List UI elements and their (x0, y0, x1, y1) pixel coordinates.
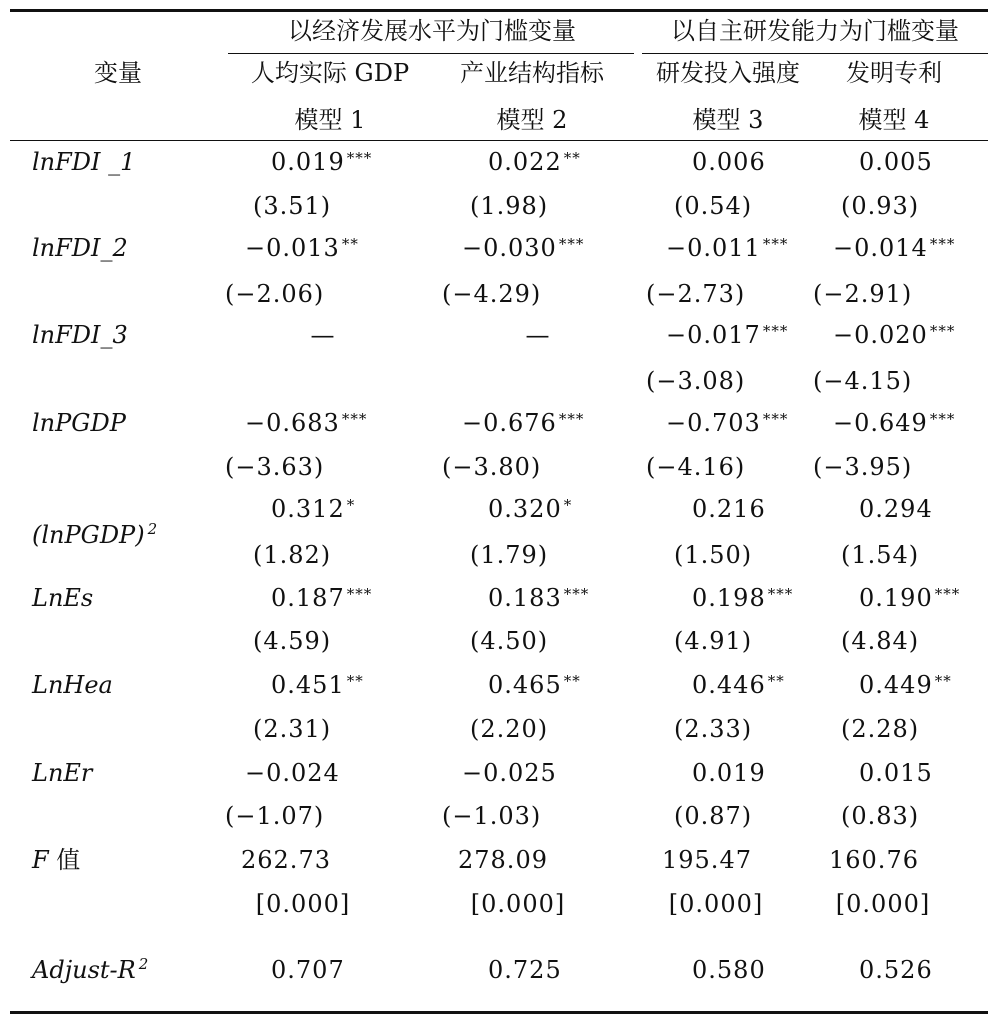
coefficient-cell (311, 320, 336, 350)
coefficient-cell (692, 147, 766, 177)
coefficient-value: −0.011 (666, 234, 761, 262)
significance-stars: *** (929, 235, 956, 253)
row-label-text: lnFDI_3 (32, 321, 128, 349)
t-stat-cell: (1.54) (841, 541, 920, 569)
t-stat-cell: (0.87) (674, 802, 753, 830)
coefficient-value: 0.015 (859, 759, 933, 787)
significance-stars: *** (558, 235, 585, 253)
row-label-text: (lnPGDP) (32, 521, 145, 549)
coefficient-cell (245, 758, 340, 788)
p-value-cell: [0.000] (835, 890, 931, 918)
t-stat-cell: (−3.95) (813, 453, 913, 481)
coefficient-value: 0.006 (692, 148, 766, 176)
t-stat-cell: (2.20) (470, 715, 549, 743)
coefficient-value: −0.014 (833, 234, 928, 262)
row-label (32, 233, 128, 263)
model-header: 模型 3 (692, 106, 764, 134)
coefficient-value: 0.022 (488, 148, 562, 176)
coefficient-cell (488, 670, 581, 700)
coefficient-value: 0.320 (488, 495, 562, 523)
coefficient-value: 0.465 (488, 671, 562, 699)
coefficient-cell (488, 494, 572, 524)
coefficient-cell (462, 233, 584, 263)
significance-stars: *** (558, 410, 585, 428)
top-rule (10, 9, 988, 12)
row-label-text: lnFDI_2 (32, 234, 128, 262)
coefficient-cell (271, 147, 372, 177)
significance-stars: *** (346, 585, 373, 603)
row-label (32, 845, 80, 875)
coefficient-value: 0.190 (859, 584, 933, 612)
adj-r2-cell: 0.580 (692, 956, 766, 984)
f-value-cell: 262.73 (241, 846, 331, 874)
threshold-header: 研发投入强度 (656, 59, 800, 87)
coefficient-cell (488, 583, 589, 613)
coefficient-value: −0.703 (666, 409, 761, 437)
significance-stars: ** (934, 672, 952, 690)
t-stat-cell: (3.51) (253, 192, 332, 220)
significance-stars: ** (563, 149, 581, 167)
threshold-header: 人均实际 GDP (250, 59, 410, 87)
t-stat-cell: (4.84) (841, 627, 920, 655)
coefficient-value: 0.005 (859, 148, 933, 176)
row-label (32, 758, 92, 788)
significance-stars: *** (929, 410, 956, 428)
exponent: 2 (147, 520, 158, 538)
coefficient-value: 0.312 (271, 495, 345, 523)
adj-r2-cell: 0.707 (271, 956, 345, 984)
coefficient-cell (666, 320, 788, 350)
significance-stars: *** (563, 585, 590, 603)
significance-stars: *** (341, 410, 368, 428)
coefficient-cell (462, 408, 584, 438)
significance-stars: *** (762, 235, 789, 253)
coefficient-value: — (310, 321, 336, 349)
t-stat-cell: (1.98) (470, 192, 549, 220)
coefficient-cell (833, 233, 955, 263)
threshold-header: 产业结构指标 (460, 59, 604, 87)
significance-stars: *** (934, 585, 961, 603)
significance-stars: *** (762, 322, 789, 340)
t-stat-cell: (2.31) (253, 715, 332, 743)
model-header: 模型 2 (496, 106, 568, 134)
coefficient-value: −0.649 (833, 409, 928, 437)
t-stat-cell: (1.50) (674, 541, 753, 569)
variable-header: 变量 (94, 59, 142, 87)
row-label (32, 408, 126, 438)
coefficient-cell (488, 147, 581, 177)
t-stat-cell: (−3.08) (646, 367, 746, 395)
coefficient-value: 0.216 (692, 495, 766, 523)
coefficient-cell (859, 494, 933, 524)
t-stat-cell: (−4.29) (442, 280, 542, 308)
coefficient-value: −0.013 (245, 234, 340, 262)
row-label (32, 520, 157, 550)
t-stat-cell: (−1.03) (442, 802, 542, 830)
adj-r2-label: Adjust-R (32, 956, 136, 984)
row-label-text: LnHea (32, 671, 113, 699)
t-stat-cell: (2.28) (841, 715, 920, 743)
coefficient-cell (692, 494, 766, 524)
significance-stars: ** (346, 672, 364, 690)
t-stat-cell: (−3.63) (225, 453, 325, 481)
model-header: 模型 1 (294, 106, 366, 134)
f-label-rest: 值 (48, 846, 81, 874)
t-stat-cell: (1.79) (470, 541, 549, 569)
coefficient-value: −0.676 (462, 409, 557, 437)
coefficient-value: 0.446 (692, 671, 766, 699)
row-label (32, 955, 148, 985)
coefficient-cell (859, 758, 933, 788)
significance-stars: ** (341, 235, 359, 253)
p-value-cell: [0.000] (255, 890, 351, 918)
row-label-text: LnEr (32, 759, 93, 787)
coefficient-cell (245, 233, 359, 263)
coefficient-value: −0.030 (462, 234, 557, 262)
significance-stars: * (346, 496, 356, 514)
significance-stars: * (563, 496, 573, 514)
t-stat-cell: (0.83) (841, 802, 920, 830)
group2-underline (642, 53, 988, 54)
t-stat-cell: (4.50) (470, 627, 549, 655)
coefficient-cell (859, 583, 960, 613)
exponent: 2 (138, 955, 149, 973)
coefficient-value: 0.187 (271, 584, 345, 612)
coefficient-value: 0.198 (692, 584, 766, 612)
coefficient-value: 0.183 (488, 584, 562, 612)
coefficient-value: −0.025 (462, 759, 557, 787)
t-stat-cell: (−2.91) (813, 280, 913, 308)
header-bottom-rule (10, 140, 988, 141)
significance-stars: ** (563, 672, 581, 690)
t-stat-cell: (4.59) (253, 627, 332, 655)
coefficient-cell (271, 670, 364, 700)
row-label-text: LnEs (32, 584, 94, 612)
significance-stars: *** (767, 585, 794, 603)
significance-stars: *** (762, 410, 789, 428)
coefficient-value: 0.019 (271, 148, 345, 176)
coefficient-cell (666, 408, 788, 438)
coefficient-cell (859, 670, 952, 700)
coefficient-value: −0.024 (245, 759, 340, 787)
group1-underline (228, 53, 634, 54)
coefficient-value: −0.017 (666, 321, 761, 349)
significance-stars: ** (767, 672, 785, 690)
coefficient-cell (526, 320, 551, 350)
p-value-cell: [0.000] (470, 890, 566, 918)
coefficient-value: — (525, 321, 551, 349)
coefficient-value: 0.019 (692, 759, 766, 787)
coefficient-cell (271, 583, 372, 613)
coefficient-cell (462, 758, 557, 788)
row-label (32, 583, 93, 613)
row-label-text: lnFDI _1 (32, 148, 136, 176)
t-stat-cell: (−3.80) (442, 453, 542, 481)
threshold-header: 发明专利 (846, 59, 942, 87)
p-value-cell: [0.000] (668, 890, 764, 918)
t-stat-cell: (0.93) (841, 192, 920, 220)
significance-stars: *** (929, 322, 956, 340)
coefficient-cell (245, 408, 367, 438)
t-stat-cell: (−1.07) (225, 802, 325, 830)
f-value-cell: 278.09 (458, 846, 548, 874)
t-stat-cell: (−4.16) (646, 453, 746, 481)
t-stat-cell: (−4.15) (813, 367, 913, 395)
coefficient-value: 0.294 (859, 495, 933, 523)
t-stat-cell: (4.91) (674, 627, 753, 655)
coefficient-cell (666, 233, 788, 263)
f-value-cell: 160.76 (829, 846, 919, 874)
f-label-italic: F (32, 846, 49, 874)
row-label (32, 147, 135, 177)
adj-r2-cell: 0.725 (488, 956, 562, 984)
coefficient-cell (833, 408, 955, 438)
coefficient-value: −0.020 (833, 321, 928, 349)
bottom-rule (10, 1011, 988, 1014)
significance-stars: *** (346, 149, 373, 167)
coefficient-cell (271, 494, 355, 524)
row-label-text: lnPGDP (32, 409, 126, 437)
row-label (32, 320, 128, 350)
f-value-cell: 195.47 (662, 846, 752, 874)
t-stat-cell: (0.54) (674, 192, 753, 220)
t-stat-cell: (−2.06) (225, 280, 325, 308)
t-stat-cell: (1.82) (253, 541, 332, 569)
model-header: 模型 4 (858, 106, 930, 134)
row-label (32, 670, 113, 700)
group1-header: 以经济发展水平为门槛变量 (288, 17, 576, 45)
group2-header: 以自主研发能力为门槛变量 (671, 17, 959, 45)
t-stat-cell: (2.33) (674, 715, 753, 743)
coefficient-value: 0.449 (859, 671, 933, 699)
coefficient-value: 0.451 (271, 671, 345, 699)
coefficient-cell (833, 320, 955, 350)
coefficient-cell (692, 670, 785, 700)
coefficient-cell (692, 583, 793, 613)
coefficient-value: −0.683 (245, 409, 340, 437)
t-stat-cell: (−2.73) (646, 280, 746, 308)
coefficient-cell (692, 758, 766, 788)
coefficient-cell (859, 147, 933, 177)
adj-r2-cell: 0.526 (859, 956, 933, 984)
